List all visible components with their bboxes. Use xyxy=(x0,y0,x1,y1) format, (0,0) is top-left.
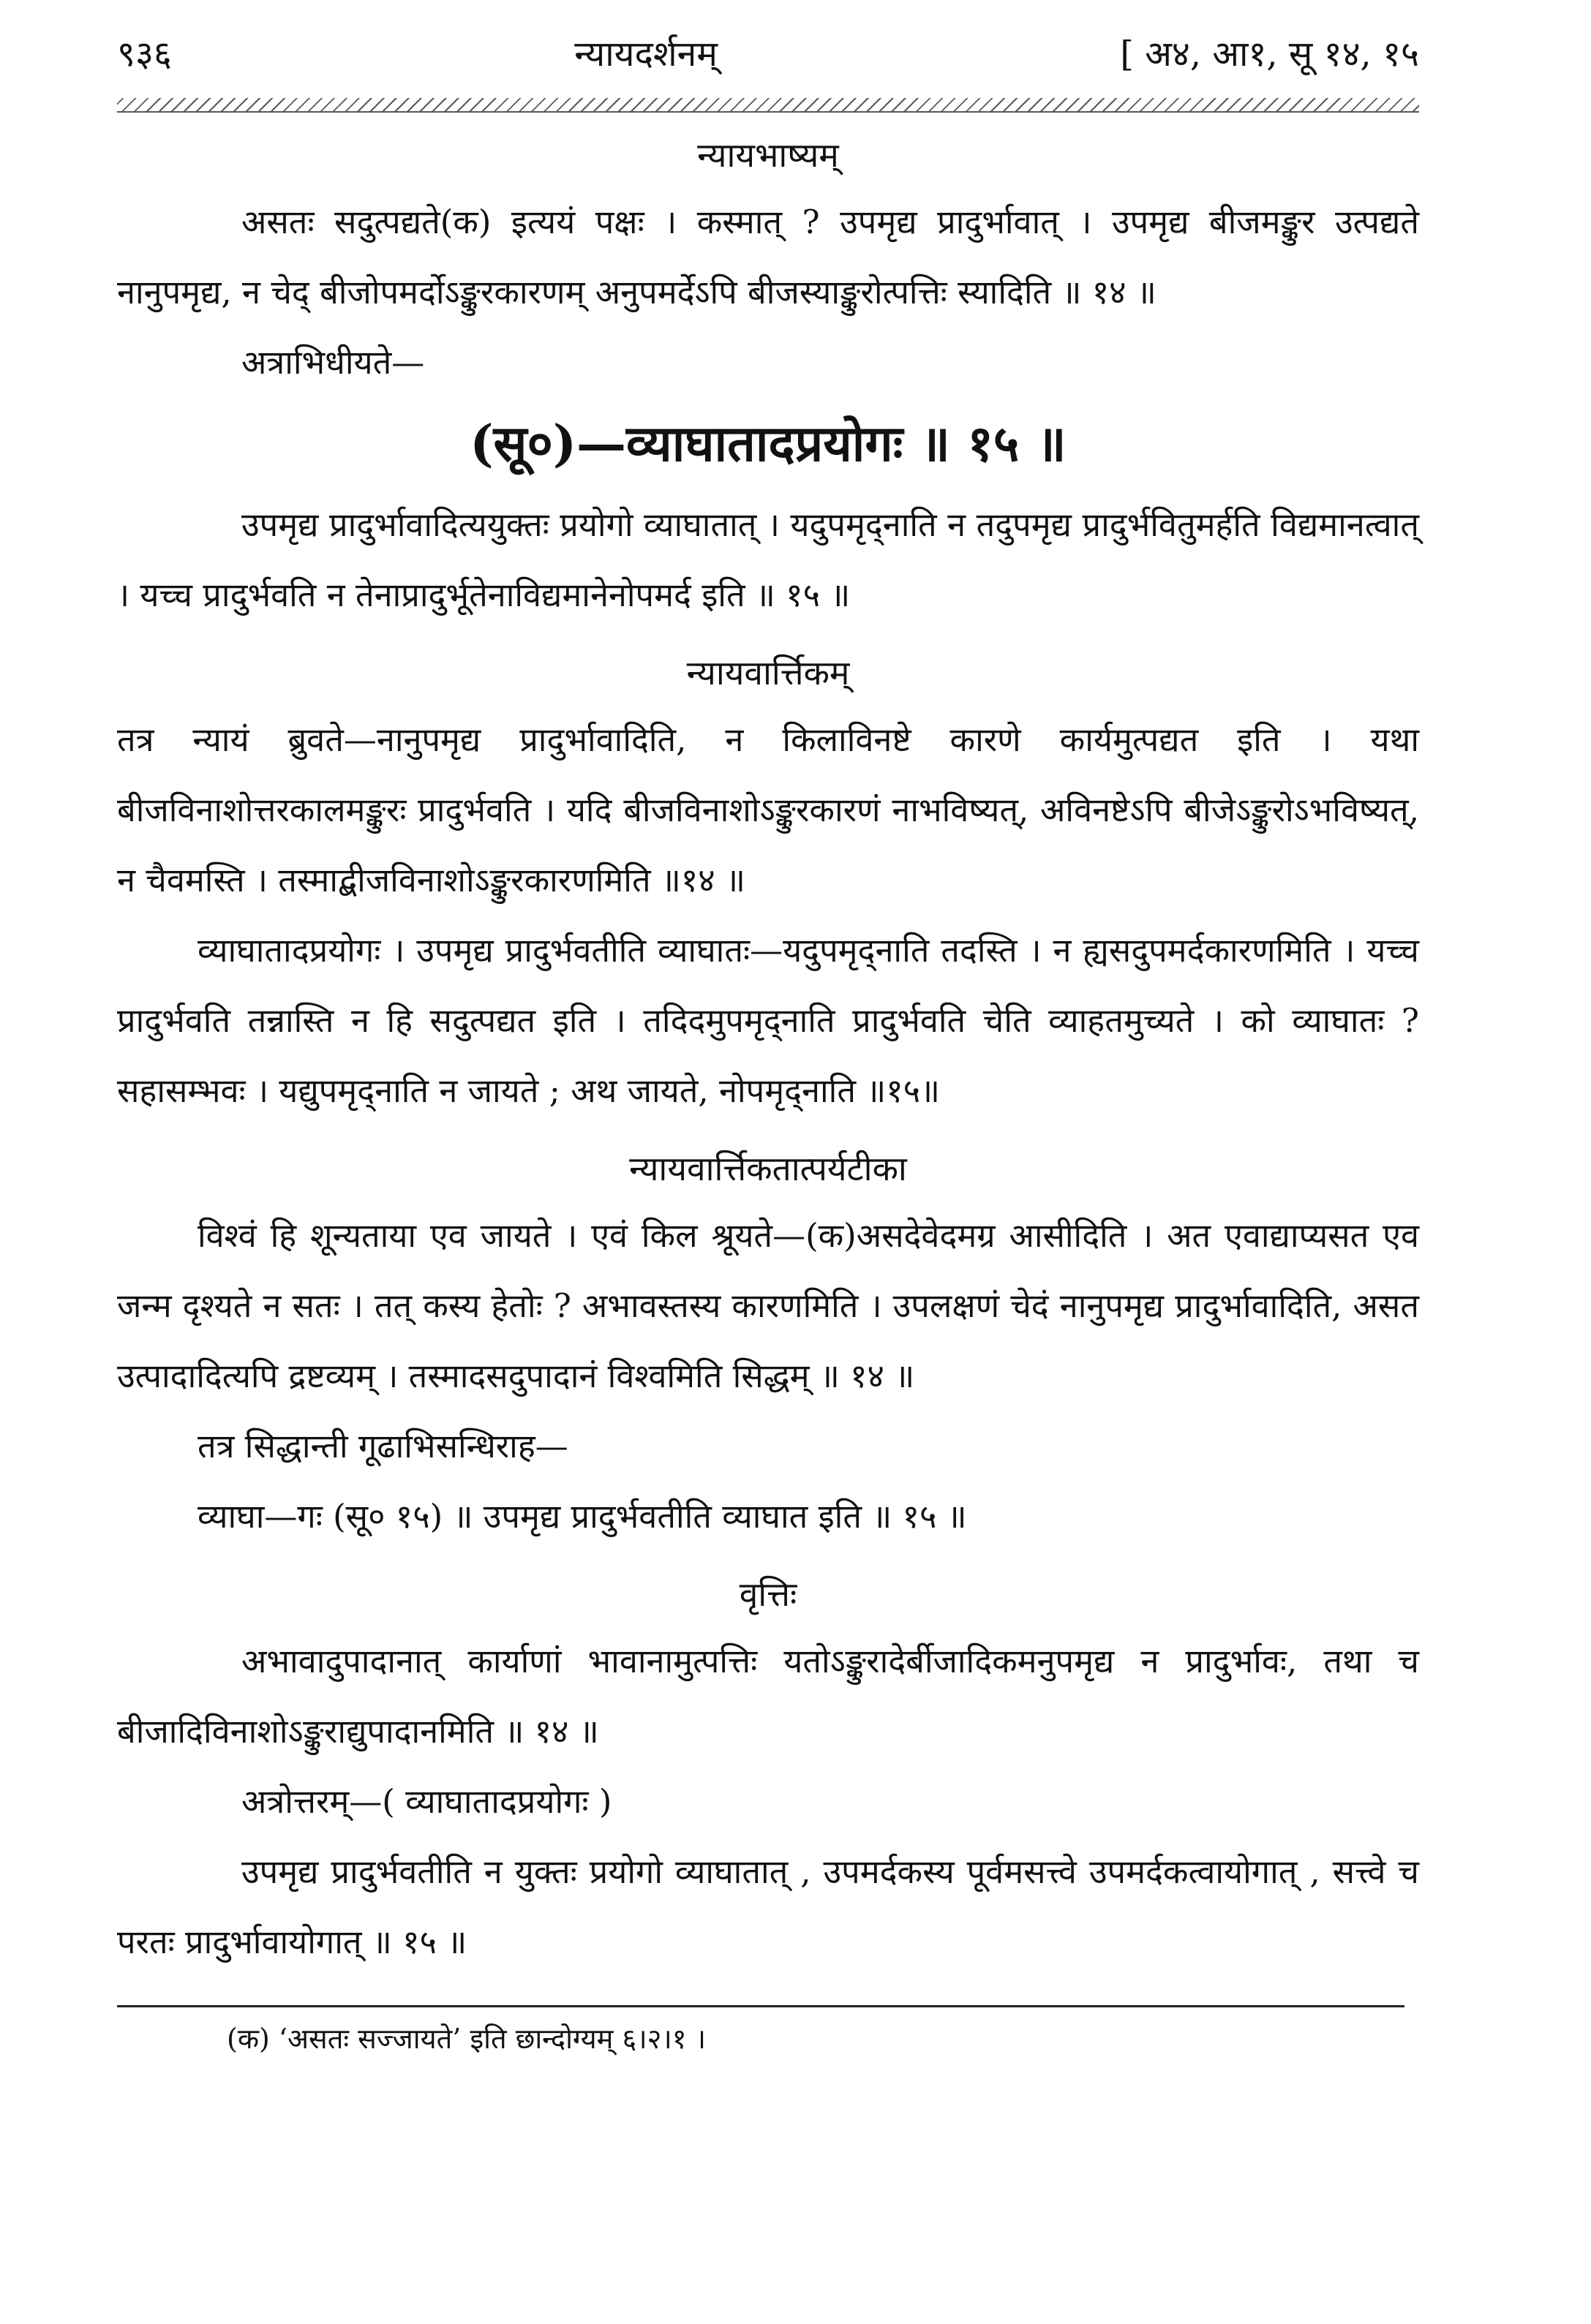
vritti-intro: अत्रोत्तरम्—( व्याघातादप्रयोगः ) xyxy=(241,1782,612,1821)
page xyxy=(117,29,1419,2057)
vritti-para-2: उपमृद्य प्रादुर्भवतीति न युक्तः प्रयोगो व्याघातात् , उपमर्दकस्य पूर्वमसत्त्वे उपमर्दकत्वायोगात् , सत्त्वे च परतः प्रादुर्भावायोगात् ॥ १५ ॥ xyxy=(117,1852,1419,1961)
varttika-para-2: व्याघातादप्रयोगः । उपमृद्य प्रादुर्भवतीति व्याघातः—यदुपमृद्नाति तदस्ति । न ह्यसदुपमर्दकारणमिति । यच्च प्रादुर्भवति तन्नास्ति न हि सदुत्पद्यत इति । तदिदमुपमृद्नाति प्रादुर्भवति चेति व्याहतमुच्यते । को व्याघातः ? सहासम्भवः । यद्युपमृद्नाति न जायते ; अथ जायते, नोपमृद्नाति ॥१५॥ xyxy=(117,931,1419,1110)
footnote: (क) ‘असतः सज्जायते’ इति छान्दोग्यम् ६।२।१ । xyxy=(227,2023,707,2055)
running-header xyxy=(117,29,1419,95)
tika-para-1: विश्वं हि शून्यताया एव जायते । एवं किल श्रूयते—(क)असदेवेदमग्र आसीदिति । अत एवाद्याप्यसत एव जन्म दृश्यते न सतः । तत् कस्य हेतोः ? अभावस्तस्य कारणमिति । उपलक्षणं चेदं नानुपमृद्य प्रादुर्भावादिति, असत उत्पादादित्यपि द्रष्टव्यम् । तस्मादसदुपादानं विश्वमिति सिद्धम् ॥ १४ ॥ xyxy=(117,1216,1419,1395)
tika-intro: तत्र सिद्धान्ती गूढाभिसन्धिराह— xyxy=(198,1427,568,1465)
footnote-rule xyxy=(117,2005,1404,2007)
page-number: ९३६ xyxy=(117,34,172,75)
chapter-reference: [ अ४, आ१, सू १४, १५ xyxy=(1120,34,1419,75)
tika-heading: न्यायवार्त्तिकतात्पर्यटीका xyxy=(629,1149,907,1188)
bhashya-para-2: उपमृद्य प्रादुर्भावादित्ययुक्तः प्रयोगो व्याघातात् । यदुपमृद्नाति न तदुपमृद्य प्रादुर्भवितुमर्हति विद्यमानत्वात् । यच्च प्रादुर्भवति न तेनाप्रादुर्भूतेनाविद्यमानेनोपमर्द इति ॥ १५ ॥ xyxy=(117,505,1419,614)
header-wavy-rule xyxy=(117,98,1419,113)
varttika-heading: न्यायवार्त्तिकम् xyxy=(686,653,850,693)
vritti-para-1: अभावादुपादानात् कार्याणां भावानामुत्पत्तिः यतोऽङ्कुरादेर्बीजादिकमनुपमृद्य न प्रादुर्भावः, तथा च बीजादिविनाशोऽङ्कुराद्युपादानमिति ॥ १४ ॥ xyxy=(117,1642,1419,1751)
sutra-15: (सू०)—व्याघातादप्रयोगः ॥ १५ ॥ xyxy=(470,415,1067,473)
tika-sutra-line: व्याघा—गः (सू० १५) ॥ उपमृद्य प्रादुर्भवतीति व्याघात इति ॥ १५ ॥ xyxy=(198,1497,967,1536)
bhashya-intro: अत्राभिधीयते— xyxy=(241,343,425,382)
bhashya-heading: न्यायभाष्यम् xyxy=(697,135,839,175)
book-title: न्यायदर्शनम् xyxy=(574,34,718,75)
vritti-heading: वृत्तिः xyxy=(739,1574,797,1614)
bhashya-para-1: असतः सदुत्पद्यते(क) इत्ययं पक्षः । कस्मात् ? उपमृद्य प्रादुर्भावात् । उपमृद्य बीजमङ्कुर उत्पद्यते नानुपमृद्य, न चेद् बीजोपमर्दोऽङ्कुरकारणम् अनुपमर्देऽपि बीजस्याङ्कुरोत्पत्तिः स्यादिति ॥ १४ ॥ xyxy=(117,203,1419,312)
varttika-para-1: तत्र न्यायं ब्रुवते—नानुपमृद्य प्रादुर्भावादिति, न किलाविनष्टे कारणे कार्यमुत्पद्यत इति । यथा बीजविनाशोत्तरकालमङ्कुरः प्रादुर्भवति । यदि बीजविनाशोऽङ्कुरकारणं नाभविष्यत्, अविनष्टेऽपि बीजेऽङ्कुरोऽभविष्यत्, न चैवमस्ति । तस्माद्बीजविनाशोऽङ्कुरकारणमिति ॥१४ ॥ xyxy=(117,720,1419,899)
